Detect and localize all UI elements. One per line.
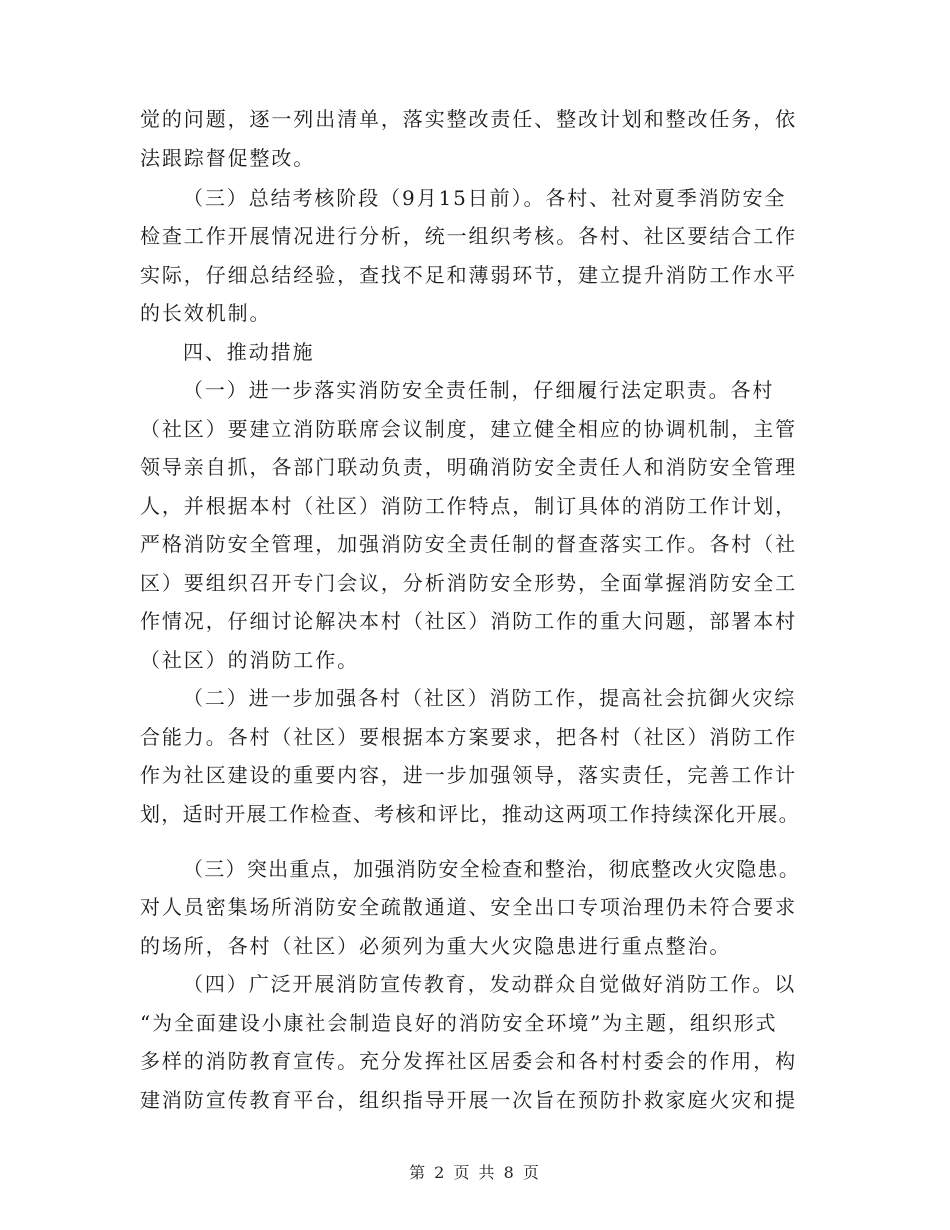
- paragraph-start-line: （三）总结考核阶段（9月15日前）。各村、社对夏季消防安全: [183, 186, 787, 210]
- text-line: 划，适时开展工作检查、考核和评比，推动这两项工作持续深化开展。: [140, 802, 800, 826]
- text-line: 对人员密集场所消防安全疏散通道、安全出口专项治理仍未符合要求: [140, 895, 797, 919]
- text-line: 法跟踪督促整改。: [140, 146, 316, 170]
- text-line: 领导亲自抓，各部门联动负责，明确消防安全责任人和消防安全管理: [140, 455, 797, 479]
- paragraph-start-line: （三）突出重点，加强消防安全检查和整治，彻底整改火灾隐患。: [183, 857, 801, 881]
- text-line: 建消防宣传教育平台，组织指导开展一次旨在预防扑救家庭火灾和提: [140, 1088, 797, 1112]
- text-line: 作情况，仔细讨论解决本村（社区）消防工作的重大问题，部署本村: [140, 609, 797, 633]
- text-line: （社区）的消防工作。: [140, 648, 359, 672]
- text-line: 实际，仔细总结经验，查找不足和薄弱环节，建立提升消防工作水平: [140, 263, 797, 287]
- text-line: （社区）要建立消防联席会议制度，建立健全相应的协调机制，主管: [140, 417, 797, 441]
- section-heading: 四、推动措施: [183, 340, 315, 364]
- paragraph-start-line: （一）进一步落实消防安全责任制，仔细履行法定职责。各村: [183, 378, 775, 402]
- text-line: 严格消防安全管理，加强消防安全责任制的督查落实工作。各村（社: [140, 532, 797, 556]
- text-line: 作为社区建设的重要内容，进一步加强领导，落实责任，完善工作计: [140, 763, 797, 787]
- paragraph-start-line: （二）进一步加强各村（社区）消防工作，提高社会抗御火灾综: [183, 686, 797, 710]
- text-line: 检查工作开展情况进行分析，统一组织考核。各村、社区要结合工作: [140, 224, 797, 248]
- page-number: 第 2 页 共 8 页: [409, 1163, 541, 1182]
- text-line: 的长效机制。: [140, 301, 272, 325]
- text-line: 区）要组织召开专门会议，分析消防安全形势，全面掌握消防安全工: [140, 571, 797, 595]
- paragraph-start-line: （四）广泛开展消防宣传教育，发动群众自觉做好消防工作。以: [183, 972, 797, 996]
- text-line: 合能力。各村（社区）要根据本方案要求，把各村（社区）消防工作: [140, 725, 797, 749]
- text-line: 的场所，各村（社区）必须列为重大火灾隐患进行重点整治。: [140, 934, 732, 958]
- text-line: 觉的问题，逐一列出清单，落实整改责任、整改计划和整改任务，依: [140, 107, 797, 131]
- text-line: “为全面建设小康社会制造良好的消防安全环境”为主题，组织形式: [140, 1011, 778, 1035]
- text-line: 人，并根据本村（社区）消防工作特点，制订具体的消防工作计划，: [140, 494, 797, 518]
- text-line: 多样的消防教育宣传。充分发挥社区居委会和各村村委会的作用，构: [140, 1049, 797, 1073]
